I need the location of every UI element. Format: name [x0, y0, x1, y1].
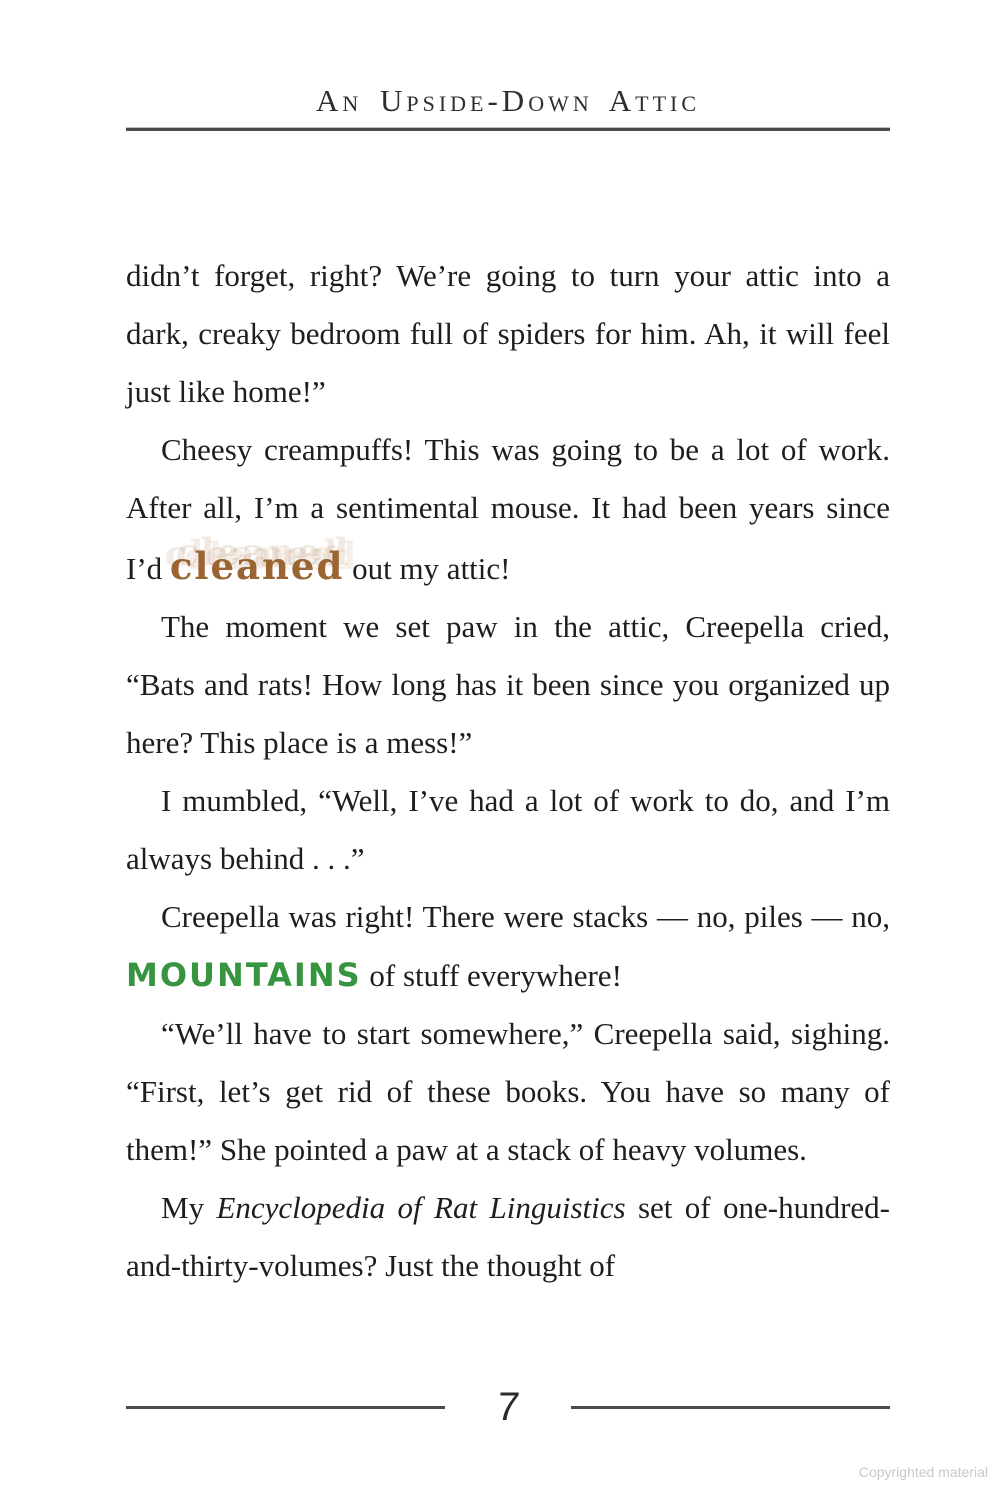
paragraph	[126, 247, 890, 421]
styled-word-mountains: MOUNTAINS	[126, 956, 362, 994]
header-rule	[126, 127, 890, 131]
chapter-title: An Upside-Down Attic	[315, 83, 701, 118]
paragraph	[126, 598, 890, 772]
text-segment: “We’ll have to start somewhere,” Creepella said, sighing. “First, let’s get rid of these books. You have so many of them!” She pointed a paw at a stack of heavy volumes.	[126, 1016, 890, 1167]
page-body	[126, 247, 890, 1295]
paragraph	[126, 888, 890, 1005]
styled-word-cleaned: cleaned	[169, 544, 345, 588]
copyright-watermark: Copyrighted material	[858, 1464, 988, 1480]
text-segment: set of one-hundred-and-thirty-volumes? Just the thought of	[126, 1190, 890, 1283]
paragraph	[126, 1179, 890, 1295]
page-number: 7	[494, 1385, 522, 1429]
paragraph	[126, 421, 890, 598]
text-segment: out my attic!	[344, 551, 511, 586]
paragraph	[126, 1005, 890, 1179]
text-segment: The moment we set paw in the attic, Creepella cried, “Bats and rats! How long has it been since you organized up here? This place is a mess!”	[126, 609, 890, 760]
footer-rule-left	[126, 1406, 445, 1409]
footer-rule-right	[571, 1406, 890, 1409]
paragraph	[126, 772, 890, 888]
text-segment: didn’t forget, right? We’re going to turn your attic into a dark, creaky bedroom full of spiders for him. Ah, it will feel just like home!”	[126, 258, 890, 409]
text-segment: I mumbled, “Well, I’ve had a lot of work to do, and I’m always behind . . .”	[126, 783, 890, 876]
text-segment: of stuff everywhere!	[361, 958, 622, 993]
page-footer	[126, 1385, 890, 1430]
text-segment: My	[161, 1190, 217, 1225]
text-segment: Cheesy creampuffs! This was going to be a lot of work. After all, I’m a sentimental mouse. It had been years since I’d	[126, 432, 890, 586]
book-title-italic: Encyclopedia of Rat Linguistics	[216, 1190, 626, 1225]
text-segment: Creepella was right! There were stacks — no, piles — no,	[161, 899, 890, 934]
